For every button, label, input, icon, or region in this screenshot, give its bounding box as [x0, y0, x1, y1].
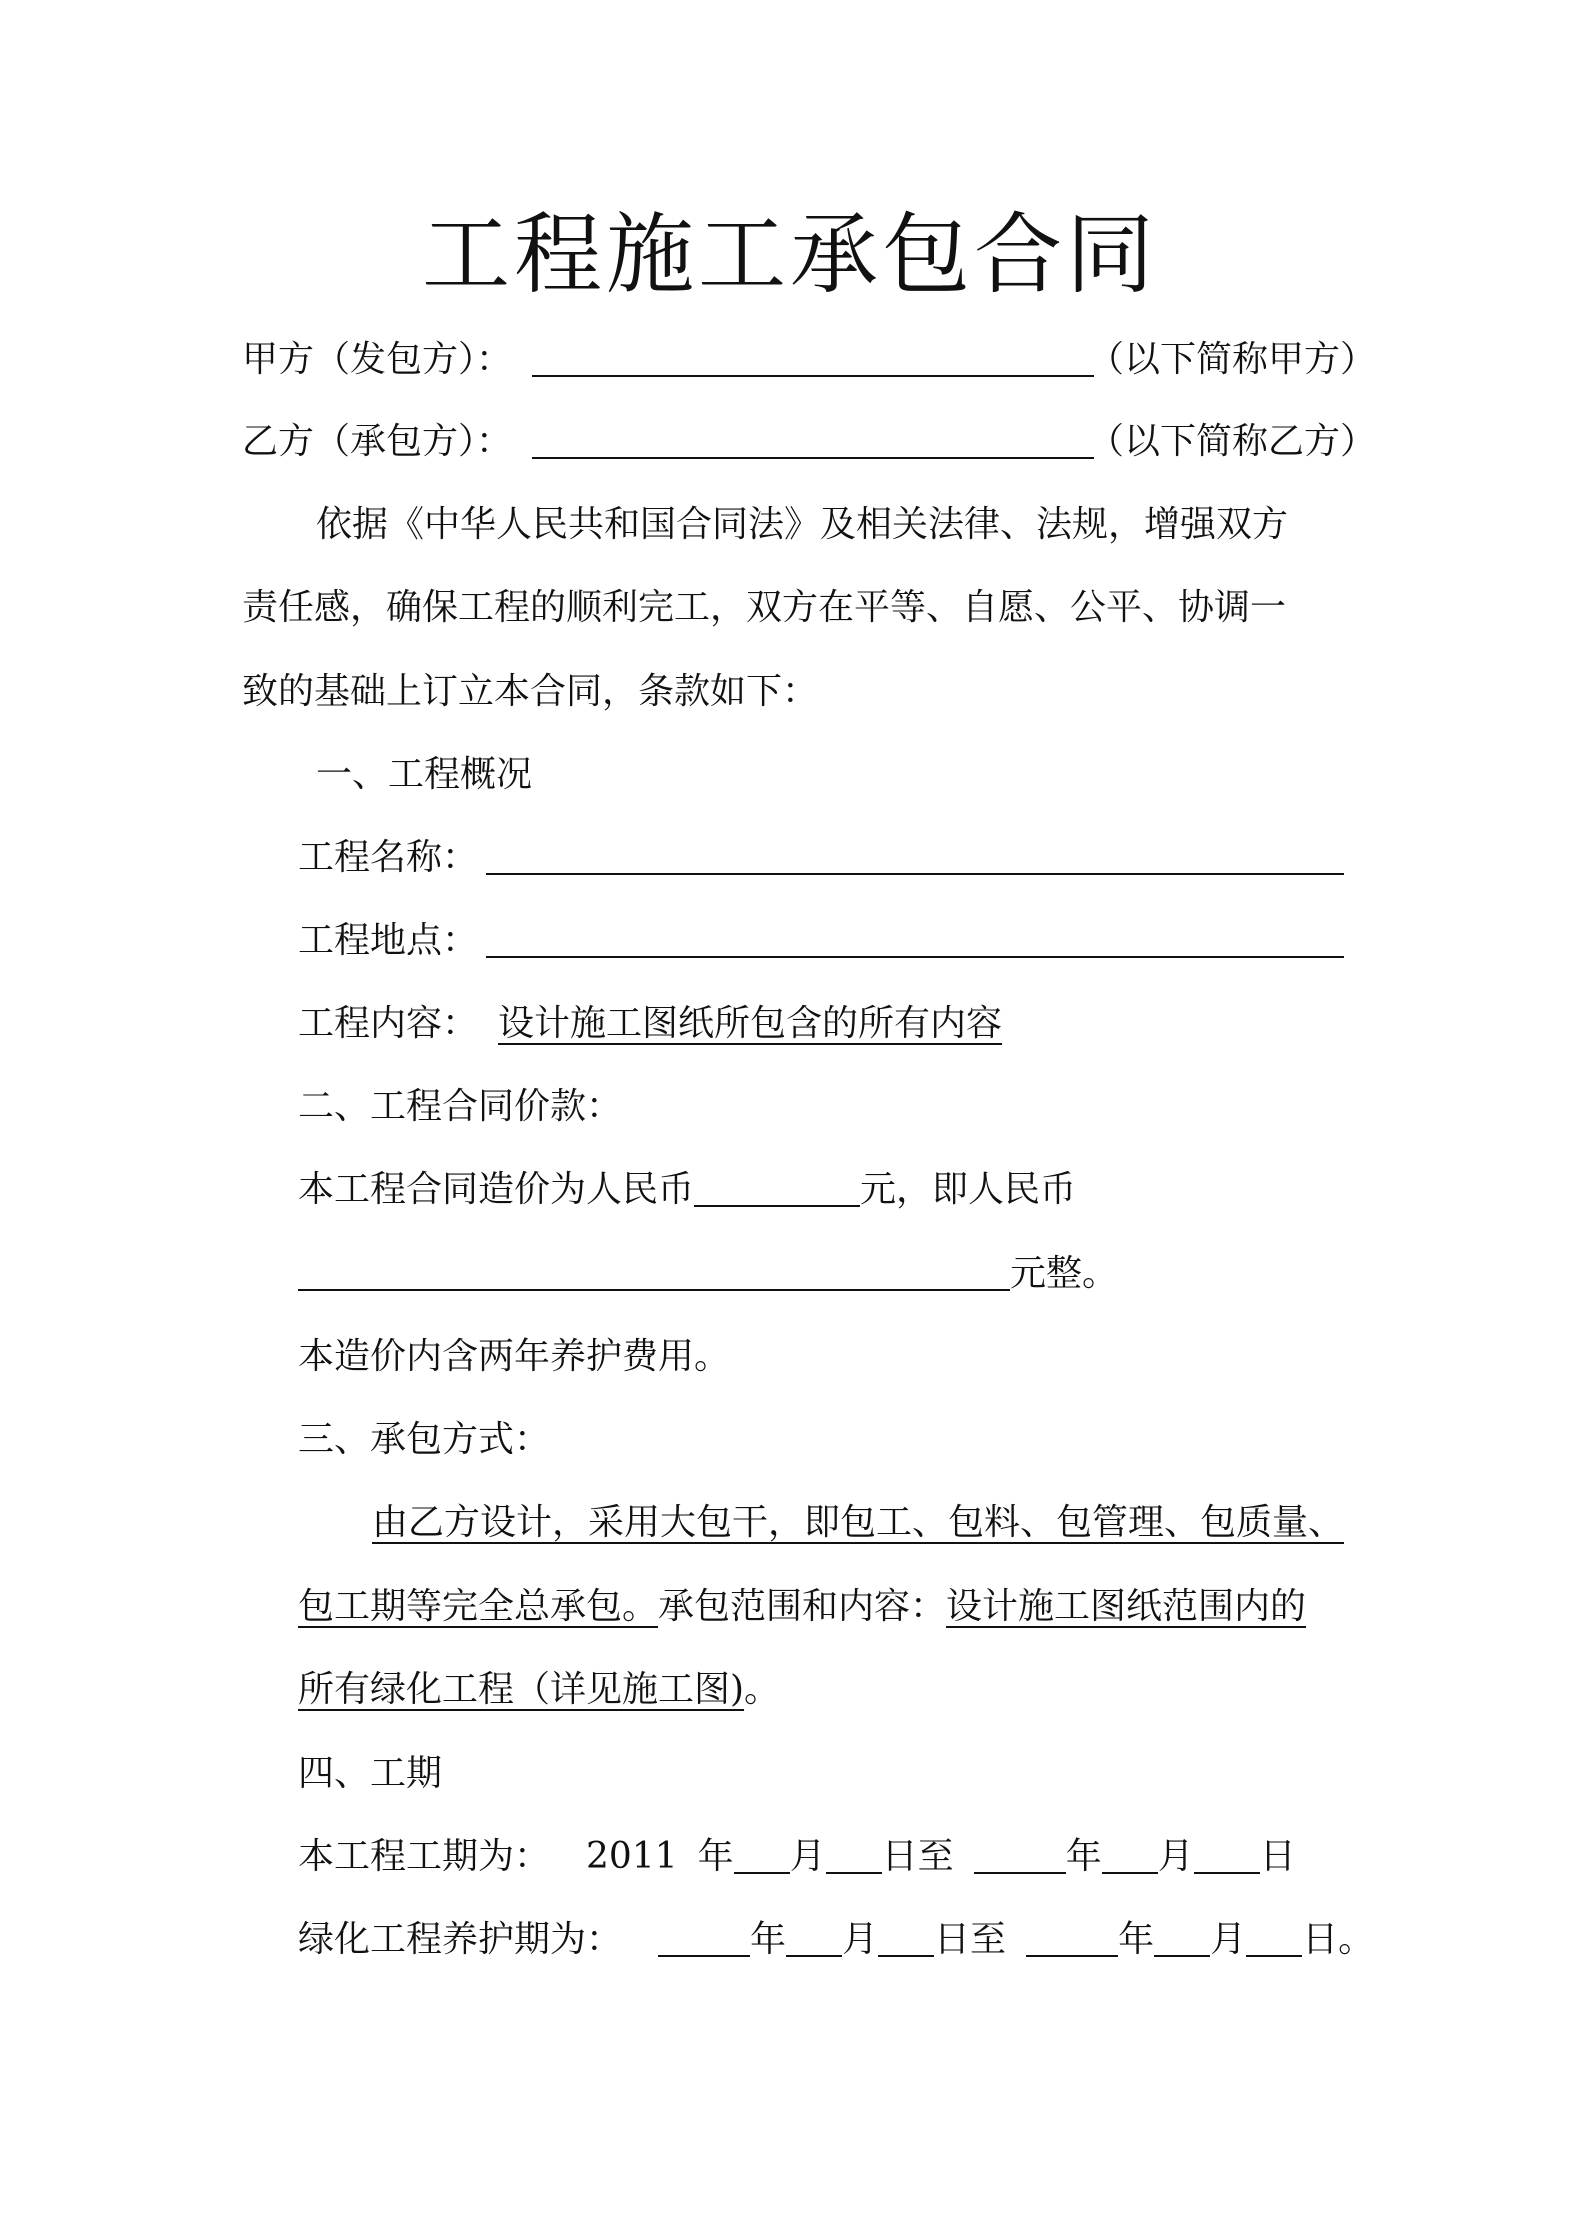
project-name-line: [298, 836, 1344, 880]
price-prefix: 本工程合同造价为人民币: [298, 1169, 695, 1210]
maint-end-year-unit: 年: [1118, 1919, 1155, 1960]
price-number-blank: [694, 1169, 860, 1207]
project-content-line: [298, 1002, 1022, 1046]
maint-end-month-unit: 月: [1210, 1919, 1247, 1960]
maint-end-year-blank: [1026, 1919, 1118, 1957]
contract-mode-line-1: [372, 1501, 1344, 1545]
section-1-heading: 一、工程概况: [316, 754, 533, 795]
price-mid: 元，即人民币: [860, 1169, 1077, 1210]
contract-mode-text-1: 由乙方设计，采用大包干，即包工、包料、包管理、包质量、: [372, 1502, 1345, 1543]
project-content-value: 设计施工图纸所包含的所有内容: [498, 1003, 1003, 1044]
end-year-blank: [974, 1836, 1066, 1874]
maint-start-year-blank: [658, 1919, 750, 1957]
construction-period-line: [298, 1835, 1296, 1879]
start-day-blank: [826, 1836, 882, 1874]
start-month-blank: [734, 1836, 790, 1874]
intro-line-1: 依据《中华人民共和国合同法》及相关法律、法规，增强双方: [316, 504, 1289, 545]
contract-mode-text-3-end: 。: [744, 1669, 781, 1710]
end-month-unit: 月: [1157, 1836, 1194, 1877]
start-year-unit: 年: [697, 1836, 734, 1877]
end-month-blank: [1102, 1836, 1158, 1874]
project-content-label: 工程内容：: [298, 1003, 479, 1044]
party-b-line: [242, 420, 1094, 464]
section-4-heading: 四、工期: [298, 1753, 443, 1794]
maintenance-period-line: [298, 1918, 1374, 1962]
project-location-label: 工程地点：: [298, 920, 479, 961]
party-b-suffix: （以下简称乙方）: [1088, 421, 1377, 462]
end-day-unit: 日: [1259, 1836, 1296, 1877]
party-b-label: 乙方（承包方）：: [242, 421, 513, 462]
maint-end-month-blank: [1154, 1919, 1210, 1957]
construction-period-label: 本工程工期为：: [298, 1836, 551, 1877]
price-line-2: [298, 1252, 1118, 1296]
maint-start-month-blank: [786, 1919, 842, 1957]
maintenance-period-label: 绿化工程养护期为：: [298, 1919, 623, 1960]
start-day-to: 日至: [881, 1836, 954, 1877]
party-a-label: 甲方（发包方）：: [242, 339, 513, 380]
project-name-label: 工程名称：: [298, 837, 479, 878]
contract-mode-line-3: [298, 1668, 780, 1712]
contract-mode-line-2: [298, 1585, 1306, 1629]
maint-start-year-unit: 年: [750, 1919, 787, 1960]
intro-line-3: 致的基础上订立本合同，条款如下：: [242, 671, 819, 712]
section-3-heading: 三、承包方式：: [298, 1419, 551, 1460]
maint-start-month-unit: 月: [842, 1919, 879, 1960]
price-line-1: [298, 1168, 1076, 1212]
maint-end-day-unit: 日。: [1302, 1919, 1375, 1960]
project-location-blank: [486, 920, 1344, 958]
document-title: 工程施工承包合同: [421, 203, 1158, 306]
party-a-suffix: （以下简称甲方）: [1088, 339, 1377, 380]
section-2-heading: 二、工程合同价款：: [298, 1086, 623, 1127]
start-year-value: 2011: [586, 1836, 678, 1877]
contract-mode-text-2a: 包工期等完全总承包。: [298, 1586, 659, 1627]
contract-mode-text-3: 所有绿化工程（详见施工图): [298, 1669, 745, 1710]
party-a-line: [242, 338, 1094, 382]
party-a-blank: [532, 339, 1094, 377]
party-b-blank: [532, 421, 1094, 459]
start-month-unit: 月: [789, 1836, 826, 1877]
contract-mode-text-2b: 承包范围和内容：: [658, 1586, 947, 1627]
maint-start-day-blank: [878, 1919, 934, 1957]
intro-line-2: 责任感，确保工程的顺利完工，双方在平等、自愿、公平、协调一: [242, 587, 1287, 628]
maintenance-note: 本造价内含两年养护费用。: [298, 1336, 731, 1377]
maint-end-day-blank: [1246, 1919, 1302, 1957]
price-end: 元整。: [1010, 1253, 1119, 1294]
project-name-blank: [486, 837, 1344, 875]
contract-mode-text-2c: 设计施工图纸范围内的: [946, 1586, 1307, 1627]
end-day-blank: [1194, 1836, 1260, 1874]
price-words-blank: [298, 1253, 1010, 1291]
project-location-line: [298, 919, 1344, 963]
end-year-unit: 年: [1065, 1836, 1102, 1877]
maint-start-day-to: 日至: [934, 1919, 1007, 1960]
